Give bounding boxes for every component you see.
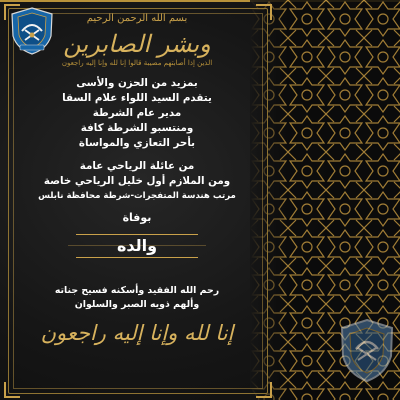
- closing-line-1: رحم الله الفقيد وأسكنه فسيح جناته: [54, 285, 220, 296]
- family-line-3: مرتب هندسة المتفجرات-شرطة محافظة نابلس: [38, 191, 236, 201]
- frame-corner: [4, 382, 20, 398]
- condolence-line-4: ومنتسبو الشرطة كافة: [80, 122, 194, 134]
- death-announcement: بوفاة: [122, 211, 152, 224]
- deceased-name-box: [76, 234, 198, 258]
- family-line-1: من عائلة الرياحي عامة: [79, 160, 195, 172]
- verse-title: وبشر الصابرين: [63, 30, 211, 58]
- closing-line-2: وألهم ذويه الصبر والسلوان: [74, 299, 200, 310]
- deceased-name: والده: [116, 236, 158, 255]
- frame-corner: [256, 4, 272, 20]
- condolence-line-1: بمزيد من الحزن والأسى: [76, 77, 198, 89]
- condolence-line-3: مدير عام الشرطة: [92, 107, 182, 119]
- family-line-2: ومن الملازم أول خليل الرياحي خاصة: [43, 175, 231, 187]
- condolence-line-5: بأحر التعازي والمواساة: [78, 137, 196, 149]
- frame-corner: [256, 382, 272, 398]
- main-content: [24, 10, 250, 346]
- police-watermark-icon: [336, 318, 398, 384]
- basmala-text: بسم الله الرحمن الرحيم: [86, 13, 188, 24]
- verse-subtitle: الذين إذا أصابتهم مصيبة قالوا إنا لله وإنا إليه راجعون: [61, 59, 213, 67]
- quran-verse: إنا لله وإنا إليه راجعون: [40, 321, 234, 345]
- condolence-line-2: يتقدم السيد اللواء علام السقا: [62, 92, 212, 104]
